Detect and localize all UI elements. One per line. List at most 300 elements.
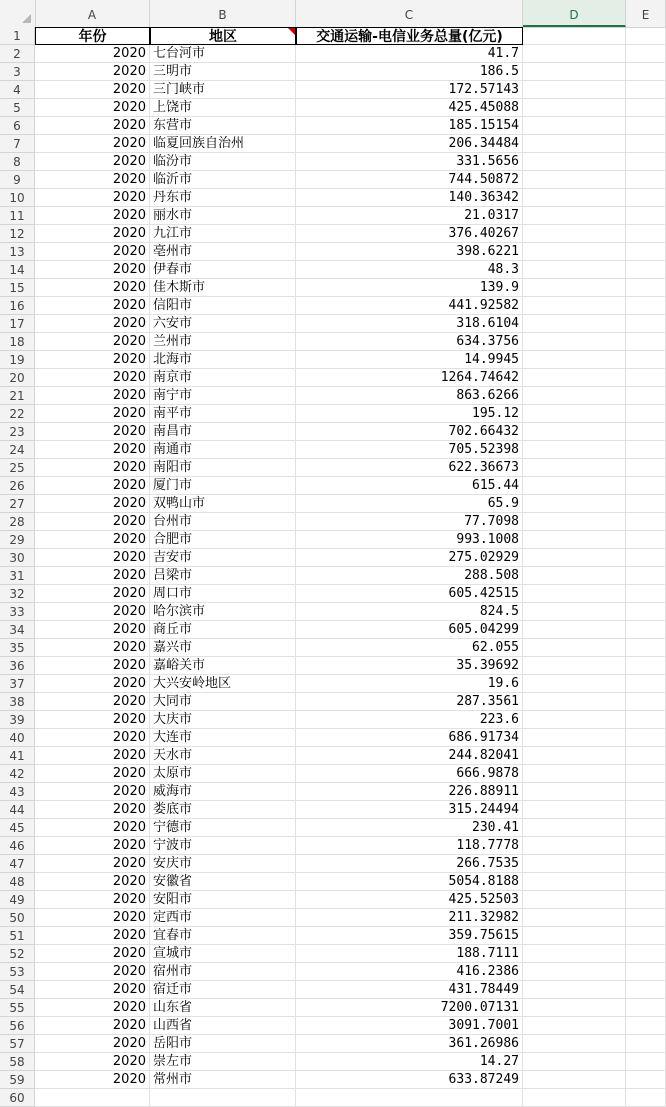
cell-empty[interactable] (523, 765, 626, 783)
row-header[interactable]: 1 (0, 27, 35, 45)
column-header-a[interactable]: A (35, 0, 150, 27)
cell-year[interactable]: 2020 (35, 801, 150, 819)
row-header[interactable]: 13 (0, 243, 35, 261)
row-header[interactable]: 24 (0, 441, 35, 459)
cell-empty[interactable] (626, 747, 666, 765)
cell-value[interactable]: 21.0317 (296, 207, 523, 225)
cell-year[interactable]: 2020 (35, 549, 150, 567)
cell-value[interactable]: 186.5 (296, 63, 523, 81)
header-cell-value[interactable]: 交通运输-电信业务总量(亿元) (296, 27, 523, 45)
cell-value[interactable]: 615.44 (296, 477, 523, 495)
row-header[interactable]: 57 (0, 1035, 35, 1053)
row-header[interactable]: 47 (0, 855, 35, 873)
cell-region[interactable]: 三明市 (150, 63, 296, 81)
cell-year[interactable]: 2020 (35, 1053, 150, 1071)
row-header[interactable]: 41 (0, 747, 35, 765)
cell-value[interactable]: 211.32982 (296, 909, 523, 927)
cell-empty[interactable] (626, 963, 666, 981)
cell-empty[interactable] (523, 675, 626, 693)
cell-year[interactable]: 2020 (35, 981, 150, 999)
cell-empty[interactable] (626, 783, 666, 801)
cell-year[interactable]: 2020 (35, 567, 150, 585)
cell-value[interactable]: 398.6221 (296, 243, 523, 261)
column-header-c[interactable]: C (296, 0, 523, 27)
row-header[interactable]: 21 (0, 387, 35, 405)
cell-empty[interactable] (626, 855, 666, 873)
cell-year[interactable]: 2020 (35, 855, 150, 873)
cell-year[interactable]: 2020 (35, 189, 150, 207)
cell-empty[interactable] (626, 675, 666, 693)
cell-region[interactable]: 宿迁市 (150, 981, 296, 999)
cell-empty[interactable] (626, 765, 666, 783)
cell-region[interactable]: 东营市 (150, 117, 296, 135)
cell-value[interactable]: 195.12 (296, 405, 523, 423)
cell-empty[interactable] (626, 999, 666, 1017)
cell-year[interactable]: 2020 (35, 171, 150, 189)
cell-empty[interactable] (523, 279, 626, 297)
cell-year[interactable]: 2020 (35, 999, 150, 1017)
cell-empty[interactable] (523, 783, 626, 801)
cell-region[interactable]: 常州市 (150, 1071, 296, 1089)
cell-region[interactable]: 佳木斯市 (150, 279, 296, 297)
cell-year[interactable]: 2020 (35, 63, 150, 81)
cell-value[interactable]: 118.7778 (296, 837, 523, 855)
cell-year[interactable]: 2020 (35, 657, 150, 675)
row-header[interactable]: 50 (0, 909, 35, 927)
cell-value[interactable]: 744.50872 (296, 171, 523, 189)
cell-year[interactable]: 2020 (35, 297, 150, 315)
cell-value[interactable]: 705.52398 (296, 441, 523, 459)
cell-year[interactable]: 2020 (35, 513, 150, 531)
row-header[interactable]: 60 (0, 1089, 35, 1107)
cell-value[interactable]: 622.36673 (296, 459, 523, 477)
cell-year[interactable]: 2020 (35, 747, 150, 765)
cell-value[interactable]: 431.78449 (296, 981, 523, 999)
row-header[interactable]: 53 (0, 963, 35, 981)
cell-empty[interactable] (523, 963, 626, 981)
cell-empty[interactable] (523, 297, 626, 315)
row-header[interactable]: 8 (0, 153, 35, 171)
cell-empty[interactable] (523, 945, 626, 963)
cell-year[interactable]: 2020 (35, 351, 150, 369)
row-header[interactable]: 54 (0, 981, 35, 999)
cell-region[interactable]: 嘉兴市 (150, 639, 296, 657)
cell-empty[interactable] (626, 873, 666, 891)
cell-empty[interactable] (626, 81, 666, 99)
cell-year[interactable]: 2020 (35, 945, 150, 963)
row-header[interactable]: 30 (0, 549, 35, 567)
cell-empty[interactable] (626, 945, 666, 963)
cell-value[interactable]: 223.6 (296, 711, 523, 729)
cell-empty[interactable] (626, 207, 666, 225)
cell-year[interactable]: 2020 (35, 1017, 150, 1035)
cell-year[interactable]: 2020 (35, 477, 150, 495)
cell-value[interactable]: 318.6104 (296, 315, 523, 333)
cell-empty[interactable] (523, 927, 626, 945)
row-header[interactable]: 7 (0, 135, 35, 153)
header-cell-region[interactable]: 地区 (150, 27, 296, 45)
cell-empty[interactable] (626, 27, 666, 45)
cell-empty[interactable] (523, 855, 626, 873)
cell-empty[interactable] (626, 45, 666, 63)
cell-empty[interactable] (523, 99, 626, 117)
cell-region[interactable]: 六安市 (150, 315, 296, 333)
cell-value[interactable]: 139.9 (296, 279, 523, 297)
cell-year[interactable]: 2020 (35, 153, 150, 171)
cell-empty[interactable] (626, 279, 666, 297)
cell-region[interactable]: 北海市 (150, 351, 296, 369)
row-header[interactable]: 16 (0, 297, 35, 315)
cell-empty[interactable] (523, 1017, 626, 1035)
cell-empty[interactable] (523, 225, 626, 243)
cell-empty[interactable] (523, 909, 626, 927)
cell-empty[interactable] (523, 207, 626, 225)
cell-empty[interactable] (626, 261, 666, 279)
cell-empty[interactable] (523, 477, 626, 495)
cell-empty[interactable] (626, 369, 666, 387)
cell-year[interactable]: 2020 (35, 261, 150, 279)
cell-year[interactable]: 2020 (35, 135, 150, 153)
cell-empty[interactable] (626, 153, 666, 171)
cell-empty[interactable] (296, 1089, 523, 1107)
row-header[interactable]: 4 (0, 81, 35, 99)
cell-empty[interactable] (626, 99, 666, 117)
cell-empty[interactable] (523, 531, 626, 549)
cell-year[interactable]: 2020 (35, 207, 150, 225)
cell-region[interactable]: 临汾市 (150, 153, 296, 171)
row-header[interactable]: 34 (0, 621, 35, 639)
row-header[interactable]: 43 (0, 783, 35, 801)
row-header[interactable]: 14 (0, 261, 35, 279)
cell-empty[interactable] (626, 117, 666, 135)
cell-empty[interactable] (626, 981, 666, 999)
cell-empty[interactable] (523, 441, 626, 459)
cell-year[interactable]: 2020 (35, 729, 150, 747)
cell-empty[interactable] (523, 189, 626, 207)
cell-empty[interactable] (523, 81, 626, 99)
cell-region[interactable]: 威海市 (150, 783, 296, 801)
cell-region[interactable]: 山东省 (150, 999, 296, 1017)
row-header[interactable]: 38 (0, 693, 35, 711)
cell-year[interactable]: 2020 (35, 693, 150, 711)
cell-value[interactable]: 863.6266 (296, 387, 523, 405)
cell-region[interactable]: 南昌市 (150, 423, 296, 441)
cell-empty[interactable] (523, 1053, 626, 1071)
cell-year[interactable]: 2020 (35, 279, 150, 297)
cell-value[interactable]: 605.04299 (296, 621, 523, 639)
cell-region[interactable]: 太原市 (150, 765, 296, 783)
cell-region[interactable]: 南阳市 (150, 459, 296, 477)
cell-empty[interactable] (523, 873, 626, 891)
cell-year[interactable]: 2020 (35, 1071, 150, 1089)
cell-empty[interactable] (626, 693, 666, 711)
cell-value[interactable]: 275.02929 (296, 549, 523, 567)
cell-region[interactable]: 南京市 (150, 369, 296, 387)
cell-empty[interactable] (626, 909, 666, 927)
cell-region[interactable]: 九江市 (150, 225, 296, 243)
cell-empty[interactable] (626, 927, 666, 945)
cell-value[interactable]: 5054.8188 (296, 873, 523, 891)
cell-year[interactable]: 2020 (35, 495, 150, 513)
cell-value[interactable]: 702.66432 (296, 423, 523, 441)
cell-empty[interactable] (523, 729, 626, 747)
cell-region[interactable]: 大同市 (150, 693, 296, 711)
cell-empty[interactable] (626, 585, 666, 603)
cell-empty[interactable] (626, 621, 666, 639)
cell-year[interactable]: 2020 (35, 711, 150, 729)
cell-empty[interactable] (523, 693, 626, 711)
cell-empty[interactable] (523, 315, 626, 333)
row-header[interactable]: 32 (0, 585, 35, 603)
cell-year[interactable]: 2020 (35, 459, 150, 477)
cell-empty[interactable] (150, 1089, 296, 1107)
cell-empty[interactable] (523, 1035, 626, 1053)
cell-value[interactable]: 185.15154 (296, 117, 523, 135)
cell-empty[interactable] (626, 441, 666, 459)
cell-value[interactable]: 633.87249 (296, 1071, 523, 1089)
cell-empty[interactable] (626, 405, 666, 423)
cell-region[interactable]: 上饶市 (150, 99, 296, 117)
cell-value[interactable]: 65.9 (296, 495, 523, 513)
cell-empty[interactable] (626, 333, 666, 351)
column-header-d[interactable]: D (523, 0, 626, 27)
row-header[interactable]: 39 (0, 711, 35, 729)
cell-region[interactable]: 山西省 (150, 1017, 296, 1035)
cell-year[interactable]: 2020 (35, 405, 150, 423)
cell-region[interactable]: 定西市 (150, 909, 296, 927)
cell-empty[interactable] (626, 729, 666, 747)
cell-value[interactable]: 226.88911 (296, 783, 523, 801)
row-header[interactable]: 18 (0, 333, 35, 351)
cell-year[interactable]: 2020 (35, 783, 150, 801)
cell-year[interactable]: 2020 (35, 81, 150, 99)
cell-empty[interactable] (626, 477, 666, 495)
cell-empty[interactable] (626, 1053, 666, 1071)
row-header[interactable]: 15 (0, 279, 35, 297)
cell-year[interactable]: 2020 (35, 369, 150, 387)
cell-empty[interactable] (626, 639, 666, 657)
cell-empty[interactable] (523, 405, 626, 423)
cell-empty[interactable] (626, 243, 666, 261)
cell-empty[interactable] (626, 351, 666, 369)
cell-region[interactable]: 丽水市 (150, 207, 296, 225)
cell-empty[interactable] (523, 711, 626, 729)
row-header[interactable]: 3 (0, 63, 35, 81)
cell-region[interactable]: 南通市 (150, 441, 296, 459)
cell-value[interactable]: 416.2386 (296, 963, 523, 981)
cell-empty[interactable] (626, 63, 666, 81)
cell-region[interactable]: 宜春市 (150, 927, 296, 945)
cell-value[interactable]: 1264.74642 (296, 369, 523, 387)
cell-region[interactable]: 双鸭山市 (150, 495, 296, 513)
cell-empty[interactable] (626, 495, 666, 513)
cell-value[interactable]: 605.42515 (296, 585, 523, 603)
cell-value[interactable]: 140.36342 (296, 189, 523, 207)
row-header[interactable]: 12 (0, 225, 35, 243)
cell-region[interactable]: 兰州市 (150, 333, 296, 351)
cell-empty[interactable] (626, 171, 666, 189)
cell-year[interactable]: 2020 (35, 621, 150, 639)
cell-empty[interactable] (35, 1089, 150, 1107)
row-header[interactable]: 9 (0, 171, 35, 189)
row-header[interactable]: 44 (0, 801, 35, 819)
cell-empty[interactable] (523, 45, 626, 63)
cell-empty[interactable] (523, 423, 626, 441)
cell-value[interactable]: 441.92582 (296, 297, 523, 315)
cell-year[interactable]: 2020 (35, 243, 150, 261)
row-header[interactable]: 11 (0, 207, 35, 225)
cell-year[interactable]: 2020 (35, 639, 150, 657)
cell-value[interactable]: 48.3 (296, 261, 523, 279)
cell-year[interactable]: 2020 (35, 1035, 150, 1053)
cell-empty[interactable] (523, 333, 626, 351)
cell-empty[interactable] (626, 1017, 666, 1035)
cell-region[interactable]: 商丘市 (150, 621, 296, 639)
select-all-corner[interactable] (0, 0, 36, 27)
row-header[interactable]: 48 (0, 873, 35, 891)
row-header[interactable]: 22 (0, 405, 35, 423)
row-header[interactable]: 33 (0, 603, 35, 621)
row-header[interactable]: 51 (0, 927, 35, 945)
row-header[interactable]: 40 (0, 729, 35, 747)
cell-value[interactable]: 315.24494 (296, 801, 523, 819)
cell-empty[interactable] (626, 819, 666, 837)
cell-value[interactable]: 824.5 (296, 603, 523, 621)
cell-region[interactable]: 岳阳市 (150, 1035, 296, 1053)
cell-year[interactable]: 2020 (35, 45, 150, 63)
cell-value[interactable]: 14.9945 (296, 351, 523, 369)
row-header[interactable]: 31 (0, 567, 35, 585)
cell-empty[interactable] (523, 117, 626, 135)
cell-region[interactable]: 丹东市 (150, 189, 296, 207)
cell-empty[interactable] (626, 801, 666, 819)
row-header[interactable]: 20 (0, 369, 35, 387)
cell-value[interactable]: 686.91734 (296, 729, 523, 747)
cell-empty[interactable] (523, 351, 626, 369)
row-header[interactable]: 42 (0, 765, 35, 783)
cell-empty[interactable] (523, 1089, 626, 1107)
cell-empty[interactable] (523, 567, 626, 585)
cell-empty[interactable] (523, 261, 626, 279)
cell-region[interactable]: 宣城市 (150, 945, 296, 963)
cell-region[interactable]: 南宁市 (150, 387, 296, 405)
cell-value[interactable]: 634.3756 (296, 333, 523, 351)
cell-empty[interactable] (626, 1089, 666, 1107)
cell-value[interactable]: 14.27 (296, 1053, 523, 1071)
row-header[interactable]: 19 (0, 351, 35, 369)
cell-value[interactable]: 206.34484 (296, 135, 523, 153)
cell-value[interactable]: 19.6 (296, 675, 523, 693)
cell-region[interactable]: 信阳市 (150, 297, 296, 315)
column-header-b[interactable]: B (150, 0, 296, 27)
row-header[interactable]: 36 (0, 657, 35, 675)
cell-region[interactable]: 伊春市 (150, 261, 296, 279)
row-header[interactable]: 10 (0, 189, 35, 207)
cell-year[interactable]: 2020 (35, 99, 150, 117)
cell-empty[interactable] (523, 999, 626, 1017)
cell-empty[interactable] (523, 171, 626, 189)
cell-region[interactable]: 崇左市 (150, 1053, 296, 1071)
cell-value[interactable]: 425.45088 (296, 99, 523, 117)
cell-year[interactable]: 2020 (35, 441, 150, 459)
cell-empty[interactable] (626, 423, 666, 441)
cell-empty[interactable] (523, 495, 626, 513)
cell-region[interactable]: 亳州市 (150, 243, 296, 261)
row-header[interactable]: 25 (0, 459, 35, 477)
cell-region[interactable]: 嘉峪关市 (150, 657, 296, 675)
cell-value[interactable]: 188.7111 (296, 945, 523, 963)
cell-region[interactable]: 大兴安岭地区 (150, 675, 296, 693)
row-header[interactable]: 28 (0, 513, 35, 531)
cell-empty[interactable] (626, 189, 666, 207)
cell-region[interactable]: 台州市 (150, 513, 296, 531)
cell-value[interactable]: 172.57143 (296, 81, 523, 99)
cell-value[interactable]: 35.39692 (296, 657, 523, 675)
cell-empty[interactable] (626, 567, 666, 585)
cell-value[interactable]: 288.508 (296, 567, 523, 585)
header-cell-year[interactable]: 年份 (35, 27, 150, 45)
cell-empty[interactable] (523, 585, 626, 603)
row-header[interactable]: 27 (0, 495, 35, 513)
cell-region[interactable]: 宿州市 (150, 963, 296, 981)
cell-empty[interactable] (523, 135, 626, 153)
cell-empty[interactable] (523, 459, 626, 477)
cell-region[interactable]: 安庆市 (150, 855, 296, 873)
cell-empty[interactable] (626, 225, 666, 243)
cell-empty[interactable] (626, 135, 666, 153)
cell-value[interactable]: 244.82041 (296, 747, 523, 765)
cell-value[interactable]: 62.055 (296, 639, 523, 657)
cell-empty[interactable] (523, 801, 626, 819)
cell-region[interactable]: 临夏回族自治州 (150, 135, 296, 153)
cell-value[interactable]: 666.9878 (296, 765, 523, 783)
row-header[interactable]: 6 (0, 117, 35, 135)
cell-empty[interactable] (523, 639, 626, 657)
cell-year[interactable]: 2020 (35, 873, 150, 891)
cell-value[interactable]: 331.5656 (296, 153, 523, 171)
cell-year[interactable]: 2020 (35, 225, 150, 243)
cell-value[interactable]: 359.75615 (296, 927, 523, 945)
row-header[interactable]: 58 (0, 1053, 35, 1071)
cell-empty[interactable] (523, 657, 626, 675)
cell-year[interactable]: 2020 (35, 585, 150, 603)
cell-year[interactable]: 2020 (35, 387, 150, 405)
cell-year[interactable]: 2020 (35, 117, 150, 135)
cell-empty[interactable] (626, 531, 666, 549)
cell-empty[interactable] (626, 657, 666, 675)
cell-region[interactable]: 南平市 (150, 405, 296, 423)
cell-year[interactable]: 2020 (35, 909, 150, 927)
cell-empty[interactable] (523, 63, 626, 81)
cell-empty[interactable] (523, 1071, 626, 1089)
row-header[interactable]: 5 (0, 99, 35, 117)
cell-year[interactable]: 2020 (35, 765, 150, 783)
cell-empty[interactable] (626, 711, 666, 729)
cell-empty[interactable] (523, 153, 626, 171)
cell-value[interactable]: 3091.7001 (296, 1017, 523, 1035)
cell-empty[interactable] (523, 819, 626, 837)
cell-region[interactable]: 临沂市 (150, 171, 296, 189)
cell-year[interactable]: 2020 (35, 927, 150, 945)
cell-region[interactable]: 厦门市 (150, 477, 296, 495)
cell-empty[interactable] (523, 981, 626, 999)
cell-year[interactable]: 2020 (35, 333, 150, 351)
cell-empty[interactable] (523, 513, 626, 531)
row-header[interactable]: 37 (0, 675, 35, 693)
row-header[interactable]: 2 (0, 45, 35, 63)
cell-empty[interactable] (523, 603, 626, 621)
cell-empty[interactable] (523, 369, 626, 387)
